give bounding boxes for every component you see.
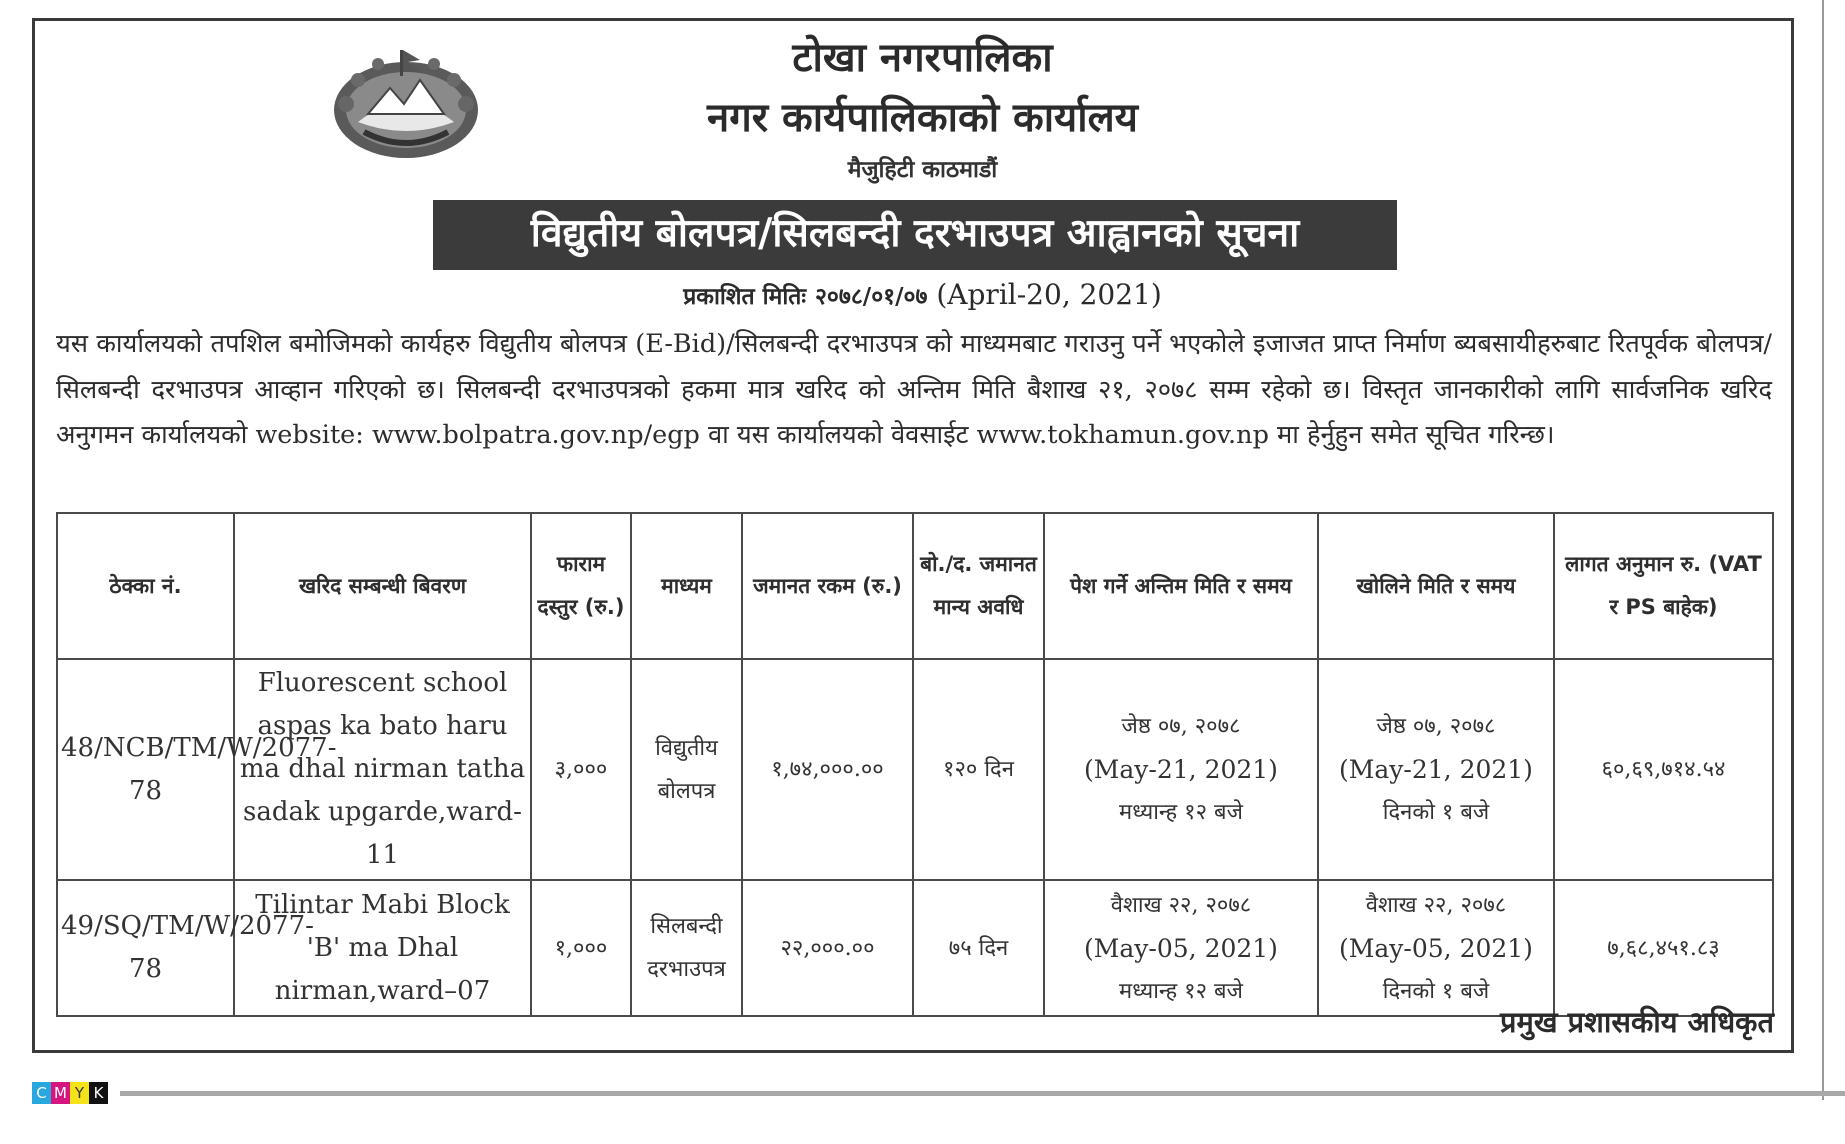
- municipality-name: टोखा नगरपालिका: [792, 35, 1053, 81]
- opening-time: दिनको १ बजे: [1382, 978, 1490, 1004]
- col-estimate: लागत अनुमान रु. (VAT र PS बाहेक): [1554, 513, 1773, 659]
- cell-form-fee: १,०००: [531, 880, 631, 1016]
- published-date-np: २०७८/०१/०७: [814, 284, 928, 310]
- col-opening: खोलिने मिति र समय: [1318, 513, 1554, 659]
- cell-deadline: [1044, 659, 1318, 880]
- opening-time: दिनको १ बजे: [1382, 800, 1490, 825]
- opening-date: वैशाख २२, २०७८: [1365, 892, 1507, 918]
- published-date-en: (April-20, 2021): [936, 278, 1162, 311]
- cell-security: २२,०००.००: [742, 880, 913, 1016]
- office-name: नगर कार्यपालिकाको कार्यालय: [707, 95, 1138, 141]
- deadline-date-en: (May-05, 2021): [1084, 933, 1278, 963]
- col-validity: बो./द. जमानत मान्य अवधि: [913, 513, 1044, 659]
- cmyk-print-marks: [32, 1082, 108, 1104]
- col-form-fee: फाराम दस्तुर (रु.): [531, 513, 631, 659]
- cell-medium: सिलबन्दी दरभाउपत्र: [631, 880, 742, 1016]
- signatory-title: प्रमुख प्रशासकीय अधिकृत: [1499, 1005, 1774, 1039]
- deadline-date: जेष्ठ ०७, २०७८: [1121, 714, 1241, 739]
- cell-validity: १२० दिन: [913, 659, 1044, 880]
- col-deadline: पेश गर्ने अन्तिम मिति र समय: [1044, 513, 1318, 659]
- cell-medium: विद्युतीय बोलपत्र: [631, 659, 742, 880]
- deadline-time: मध्यान्ह १२ बजे: [1119, 800, 1243, 825]
- col-contract-no: ठेक्का नं.: [57, 513, 234, 659]
- col-medium: माध्यम: [631, 513, 742, 659]
- print-rule: [120, 1091, 1845, 1096]
- cell-opening: [1318, 880, 1554, 1016]
- opening-date: जेष्ठ ०७, २०७८: [1376, 714, 1496, 739]
- opening-date-en: (May-21, 2021): [1339, 755, 1533, 784]
- cmyk-mark-c: C: [32, 1082, 51, 1104]
- cell-description: Tilintar Mabi Block 'B' ma Dhal nirman,ward–07: [234, 880, 531, 1016]
- cell-contract-no: 49/SQ/TM/W/2077-78: [57, 880, 234, 1016]
- published-date: [0, 278, 1845, 311]
- cell-estimate: ७,६८,४५१.८३: [1554, 880, 1773, 1016]
- col-description: खरिद सम्बन्धी बिवरण: [234, 513, 531, 659]
- cell-contract-no: 48/NCB/TM/W/2077-78: [57, 659, 234, 880]
- deadline-date-en: (May-21, 2021): [1084, 755, 1278, 784]
- table-header-row: [57, 513, 1773, 659]
- cell-deadline: [1044, 880, 1318, 1016]
- opening-date-en: (May-05, 2021): [1339, 933, 1533, 963]
- published-label: प्रकाशित मितिः: [683, 284, 807, 310]
- office-location: मैजुहिटी काठमाडौं: [847, 157, 998, 183]
- cmyk-mark-k: K: [89, 1082, 108, 1104]
- cell-opening: [1318, 659, 1554, 880]
- col-security: जमानत रकम (रु.): [742, 513, 913, 659]
- cell-security: १,७४,०००.००: [742, 659, 913, 880]
- deadline-time: मध्यान्ह १२ बजे: [1119, 978, 1243, 1004]
- cell-description: Fluorescent school aspas ka bato haru ma dhal nirman tatha sadak upgarde,ward-11: [234, 659, 531, 880]
- cell-estimate: ६०,६९,७१४.५४: [1554, 659, 1773, 880]
- table-row: [57, 659, 1773, 880]
- cell-validity: ७५ दिन: [913, 880, 1044, 1016]
- notice-body: यस कार्यालयको तपशिल बमोजिमको कार्यहरु विद्युतीय बोलपत्र (E-Bid)/सिलबन्दी दरभाउपत्र को माध्यमबाट गराउनु पर्ने भएकोले इजाजत प्राप्त निर्माण ब्यबसायीहरुबाट रितपूर्वक बोलपत्र/सिलबन्दी दरभाउपत्र आव्हान गरिएको छ। सिलबन्दी दरभाउपत्रको हकमा मात्र खरिद को अन्तिम मिति बैशाख २१, २०७८ सम्म रहेको छ। विस्तृत जानकारीको लागि सार्वजनिक खरिद अनुगमन कार्यालयको website: www.bolpatra.gov.np/egp वा यस कार्यालयको वेवसाईट www.tokhamun.gov.np मा हेर्नुहुन समेत सूचित गरिन्छ।: [56, 329, 1772, 450]
- cmyk-mark-m: M: [51, 1082, 70, 1104]
- cmyk-mark-y: Y: [70, 1082, 89, 1104]
- deadline-date: वैशाख २२, २०७८: [1110, 892, 1252, 918]
- notice-title: विद्युतीय बोलपत्र/सिलबन्दी दरभाउपत्र आह्वानको सूचना: [433, 200, 1397, 270]
- tender-table: [56, 512, 1774, 1017]
- table-row: [57, 880, 1773, 1016]
- cell-form-fee: ३,०००: [531, 659, 631, 880]
